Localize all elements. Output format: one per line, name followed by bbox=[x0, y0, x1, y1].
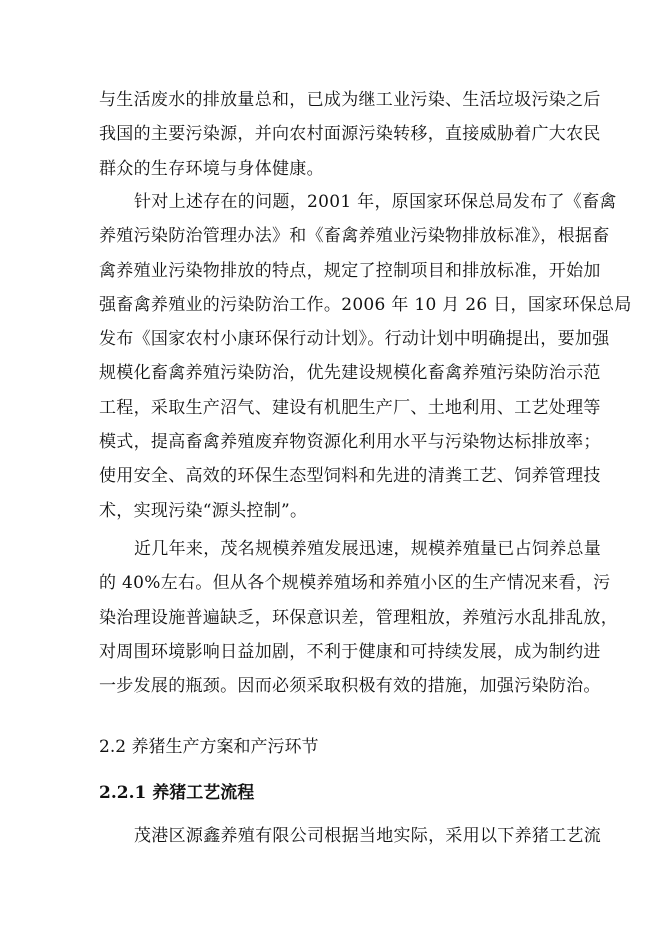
text-line: 使用安全、高效的环保生态型饲料和先进的清粪工艺、饲养管理技 bbox=[99, 466, 601, 487]
text-line: 发布《国家农村小康环保行动计划》。行动计划中明确提出，要加强 bbox=[99, 329, 610, 350]
text-line: 对周围环境影响日益加剧，不利于健康和可持续发展，成为制约进 bbox=[99, 641, 601, 662]
text-line: 与生活废水的排放量总和，已成为继工业污染、生活垃圾污染之后 bbox=[99, 90, 601, 110]
text-line: 规模化畜禽养殖污染防治，优先建设规模化畜禽养殖污染防治示范 bbox=[99, 363, 601, 384]
text-line: 模式，提高畜禽养殖废弃物资源化利用水平与污染物达标排放率； bbox=[99, 432, 601, 453]
paragraph-pollution-sources bbox=[99, 83, 601, 186]
text-line: 一步发展的瓶颈。因而必须采取积极有效的措施，加强污染防治。 bbox=[99, 676, 601, 697]
section-heading: 2.2 养猪生产方案和产污环节 bbox=[99, 737, 319, 757]
paragraph-regulations bbox=[99, 185, 632, 528]
text-line: 强畜禽养殖业的污染防治工作。2006 年 10 月 26 日，国家环保总局 bbox=[99, 294, 632, 315]
text-line: 染治理设施普遍缺乏，环保意识差，管理粗放，养殖污水乱排乱放， bbox=[99, 607, 618, 628]
text-line: 的 40%左右。但从各个规模养殖场和养殖小区的生产情况来看，污 bbox=[99, 573, 611, 594]
text-line: 群众的生存环境与身体健康。 bbox=[99, 158, 324, 179]
text-line: 工程，采取生产沼气、建设有机肥生产厂、土地利用、工艺处理等 bbox=[99, 397, 601, 418]
text-line: 我国的主要污染源，并向农村面源污染转移，直接威胁着广大农民 bbox=[99, 124, 601, 145]
text-line: 近几年来，茂名规模养殖发展迅速，规模养殖量已占饲养总量 bbox=[134, 539, 602, 559]
text-line: 术，实现污染“源头控制”。 bbox=[99, 500, 308, 521]
text-line: 禽养殖业污染物排放的特点，规定了控制项目和排放标准，开始加 bbox=[99, 260, 601, 281]
text-line: 茂港区源鑫养殖有限公司根据当地实际，采用以下养猪工艺流 bbox=[134, 826, 602, 846]
text-line: 养殖污染防治管理办法》和《畜禽养殖业污染物排放标准》，根据畜 bbox=[99, 226, 610, 247]
paragraph-process-intro bbox=[99, 819, 602, 853]
subsection-heading: 2.2.1 养猪工艺流程 bbox=[99, 783, 255, 803]
paragraph-maoming-situation bbox=[99, 532, 618, 703]
text-line: 针对上述存在的问题，2001 年，原国家环保总局发布了《畜禽 bbox=[134, 192, 617, 212]
